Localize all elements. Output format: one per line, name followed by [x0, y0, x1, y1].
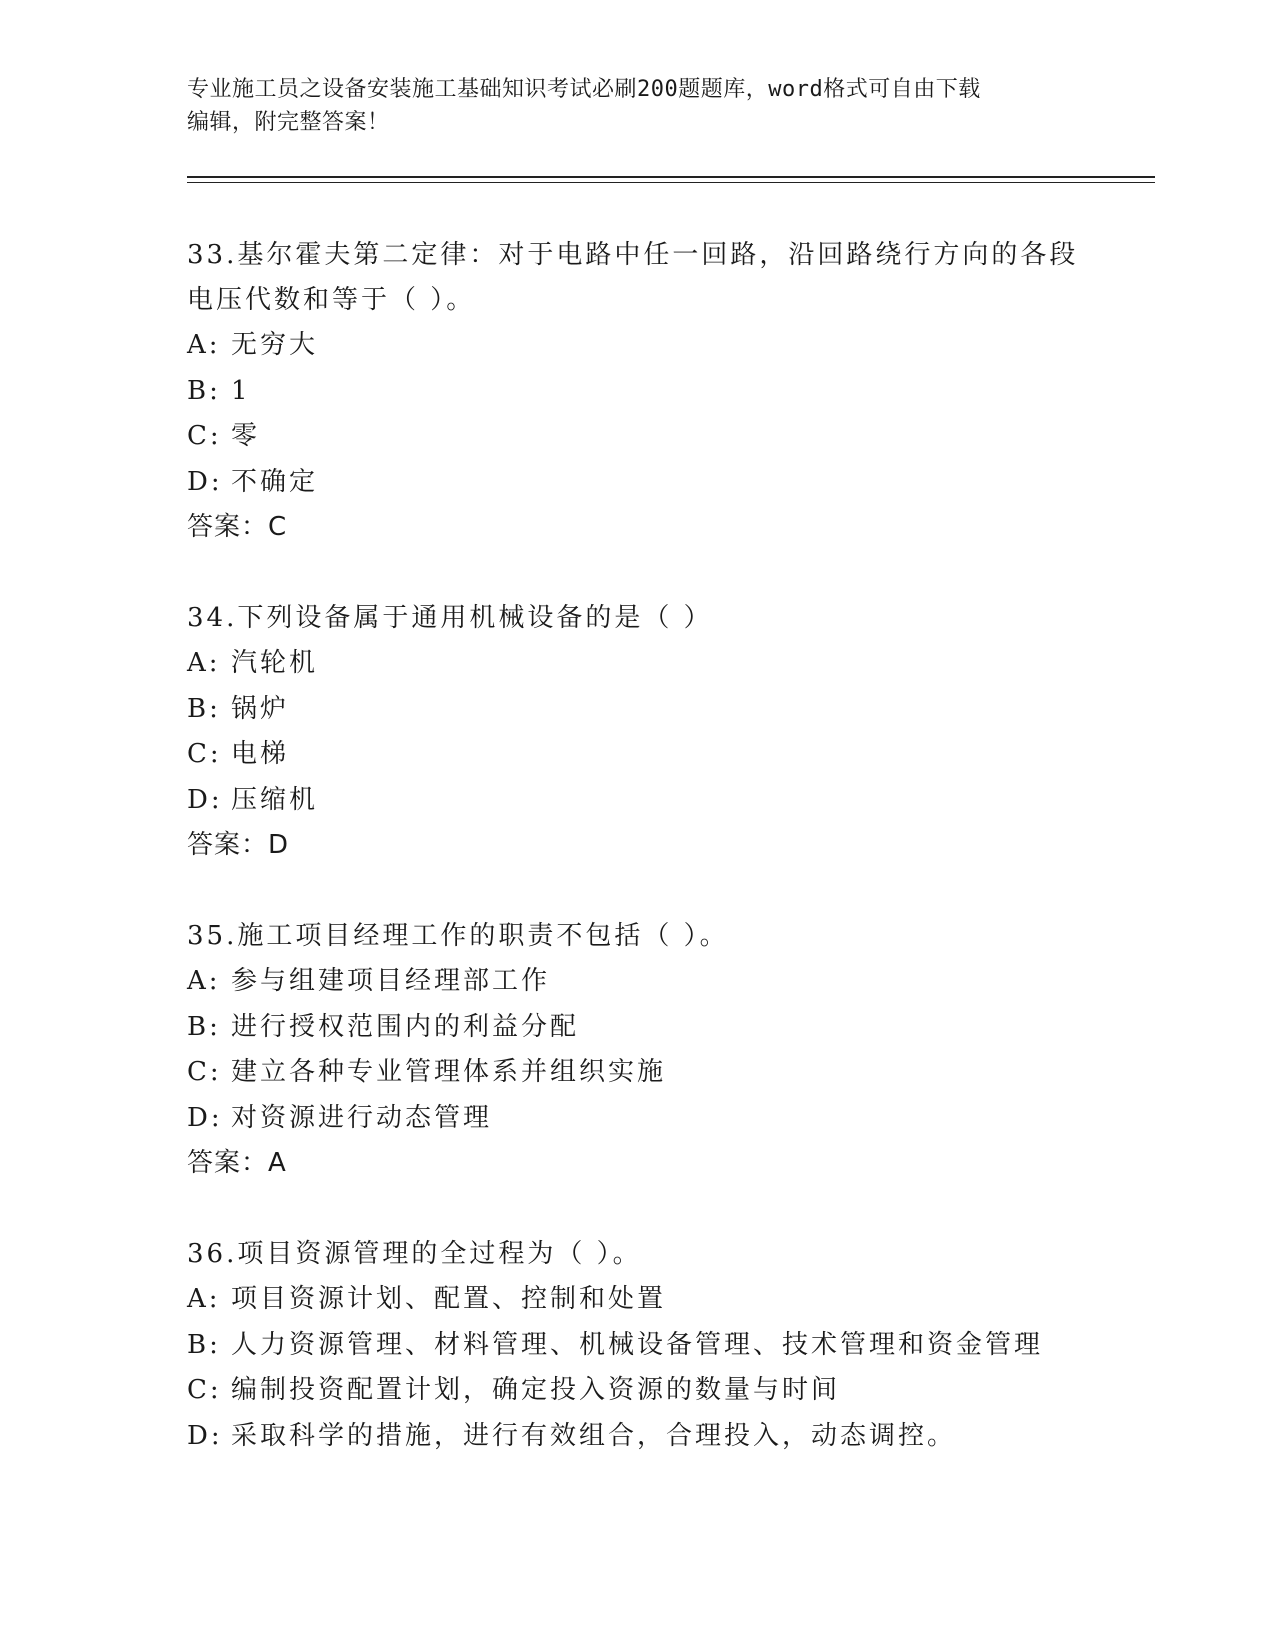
question-33 [187, 233, 1087, 550]
question-36 [187, 1232, 1087, 1459]
option-label: D: [187, 1420, 223, 1451]
option-a [187, 1277, 1087, 1323]
option-b [187, 1323, 1087, 1369]
option-label: C: [187, 739, 222, 769]
question-stem: 36.项目资源管理的全过程为（ ）。 [187, 1239, 642, 1269]
option-text: 项目资源计划、配置、控制和处置 [231, 1284, 667, 1314]
option-c [187, 414, 1087, 460]
option-b [187, 1005, 1087, 1051]
option-text: 编制投资配置计划，确定投入资源的数量与时间 [231, 1375, 841, 1405]
option-a [187, 959, 1087, 1005]
question-34 [187, 596, 1087, 868]
option-c [187, 732, 1087, 778]
question-stem: 35.施工项目经理工作的职责不包括（ ）。 [187, 921, 729, 951]
option-d [187, 1096, 1087, 1142]
option-label: C: [187, 1375, 222, 1405]
option-label: D: [187, 784, 223, 815]
header-divider-thick [187, 176, 1155, 178]
option-text: 进行授权范围内的利益分配 [231, 1011, 580, 1042]
option-text: 建立各种专业管理体系并组织实施 [231, 1057, 667, 1087]
option-text: 压缩机 [231, 784, 319, 815]
option-label: A: [187, 330, 221, 360]
option-d [187, 460, 1087, 506]
question-stem: 33.基尔霍夫第二定律：对于电路中任一回路，沿回路绕行方向的各段 [187, 240, 1079, 270]
option-text: 无穷大 [231, 330, 319, 360]
option-b [187, 369, 1087, 415]
option-label: A: [187, 966, 221, 996]
option-label: B: [187, 375, 221, 406]
question-35 [187, 914, 1087, 1186]
question-stem-continued: 电压代数和等于（ ）。 [187, 285, 476, 315]
option-d [187, 778, 1087, 824]
header-divider-thin [187, 182, 1155, 183]
answer-line: 答案：A [187, 1148, 287, 1178]
option-text: 1 [231, 375, 251, 406]
option-text: 参与组建项目经理部工作 [231, 966, 551, 996]
option-label: B: [187, 1011, 221, 1042]
option-c [187, 1368, 1087, 1414]
option-label: A: [187, 1284, 221, 1314]
option-text: 采取科学的措施，进行有效组合，合理投入，动态调控。 [231, 1420, 957, 1451]
option-text: 零 [231, 421, 261, 451]
question-stem: 34.下列设备属于通用机械设备的是（ ） [187, 603, 713, 633]
answer-line: 答案：D [187, 830, 290, 860]
option-d [187, 1414, 1087, 1460]
option-text: 人力资源管理、材料管理、机械设备管理、技术管理和资金管理 [231, 1329, 1044, 1360]
document-header [187, 73, 1087, 139]
header-title-line-1: 专业施工员之设备安装施工基础知识考试必刷200题题库，word格式可自由下载 [187, 77, 981, 102]
option-label: D: [187, 1102, 223, 1133]
option-text: 电梯 [231, 739, 290, 769]
option-text: 不确定 [231, 466, 319, 497]
option-label: C: [187, 1057, 222, 1087]
option-label: B: [187, 693, 221, 724]
option-label: C: [187, 421, 222, 451]
option-label: A: [187, 648, 221, 678]
option-text: 锅炉 [231, 693, 290, 724]
header-title-line-2: 编辑，附完整答案！ [187, 110, 390, 135]
option-text: 汽轮机 [231, 648, 319, 678]
option-text: 对资源进行动态管理 [231, 1102, 493, 1133]
option-a [187, 641, 1087, 687]
option-c [187, 1050, 1087, 1096]
option-label: D: [187, 466, 223, 497]
option-label: B: [187, 1329, 221, 1360]
option-b [187, 687, 1087, 733]
option-a [187, 323, 1087, 369]
answer-line: 答案：C [187, 512, 288, 542]
